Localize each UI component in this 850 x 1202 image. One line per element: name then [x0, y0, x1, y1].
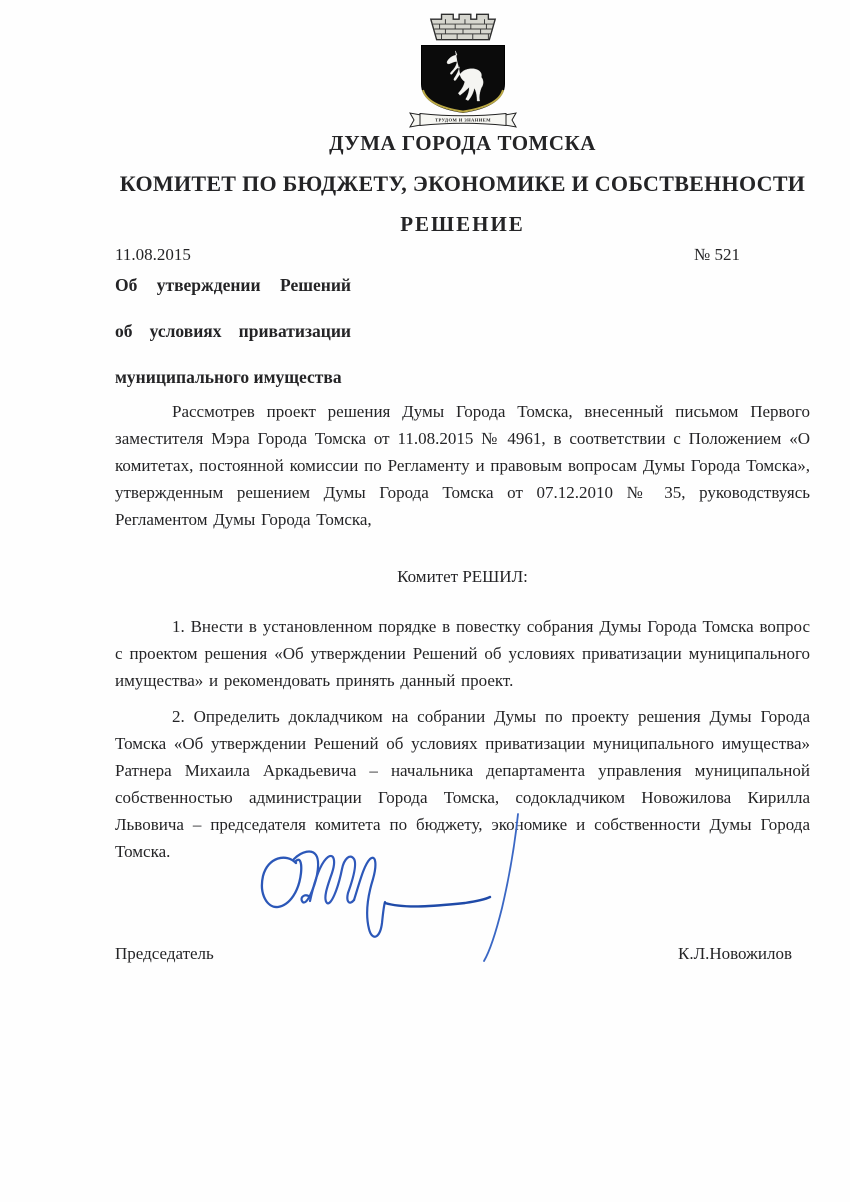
resolution-heading: Комитет РЕШИЛ: — [397, 567, 528, 586]
subject-line: муниципального имущества — [115, 367, 342, 387]
signature-stroke — [262, 858, 301, 907]
signer-role: Председатель — [115, 944, 214, 963]
resolution-item-2: 2. Определить докладчиком на собрании Думы по проекту решения Думы Города Томска «Об утверждении Решений об условиях приватизации муниципального имущества» Ратнера Михаила Аркадьевича – начальника департамента управления муниципальной собственностью администрации Города Томска, содокладчиком Новожилова Кирилла Львовича – председателя комитета по бюджету, экономике и собственности Думы Города Томска. — [115, 707, 810, 861]
mural-crown-icon — [422, 12, 504, 42]
tomsk-coat-of-arms — [408, 12, 518, 130]
committee-title: КОМИТЕТ ПО БЮДЖЕТУ, ЭКОНОМИКЕ И СОБСТВЕННОСТИ — [119, 171, 806, 196]
signature-stroke — [385, 897, 490, 906]
motto-text: ТРУДОМ И ЗНАНИЕМ — [434, 117, 491, 123]
handwritten-signature — [250, 813, 535, 963]
document-number: № 521 — [694, 245, 740, 264]
organization-title: ДУМА ГОРОДА ТОМСКА — [329, 131, 596, 155]
signature-stroke — [484, 814, 518, 961]
subject-line: Об утверждении Решений — [115, 275, 351, 295]
resolution-item-1: 1. Внести в установленном порядке в повестку собрания Думы Города Томска вопрос с проектом решения «Об утверждении Решений об условиях приватизации муниципального имущества» и рекомендовать принять данный проект. — [115, 617, 810, 690]
signer-name: К.Л.Новожилов — [678, 944, 792, 963]
shield-icon — [420, 44, 506, 114]
signature-stroke — [310, 856, 355, 903]
preamble-paragraph: Рассмотрев проект решения Думы Города Томска, внесенный письмом Первого заместителя Мэра Города Томска от 11.08.2015 № 4961, в соответствии с Положением «О комитетах, постоянной комиссии по Регламенту и правовым вопросам Думы Города Томска», утвержденным решением Думы Города Томска от 07.12.2010 № 35, руководствуясь Регламентом Думы Города Томска, — [115, 402, 810, 529]
motto-ribbon-icon — [408, 110, 518, 130]
document-date: 11.08.2015 — [115, 245, 191, 264]
signature-stroke — [354, 858, 385, 937]
document-meta-row — [115, 245, 810, 265]
subject-line: об условиях приватизации — [115, 321, 351, 341]
document-subject — [115, 274, 351, 389]
document-type-heading: РЕШЕНИЕ — [400, 212, 525, 236]
